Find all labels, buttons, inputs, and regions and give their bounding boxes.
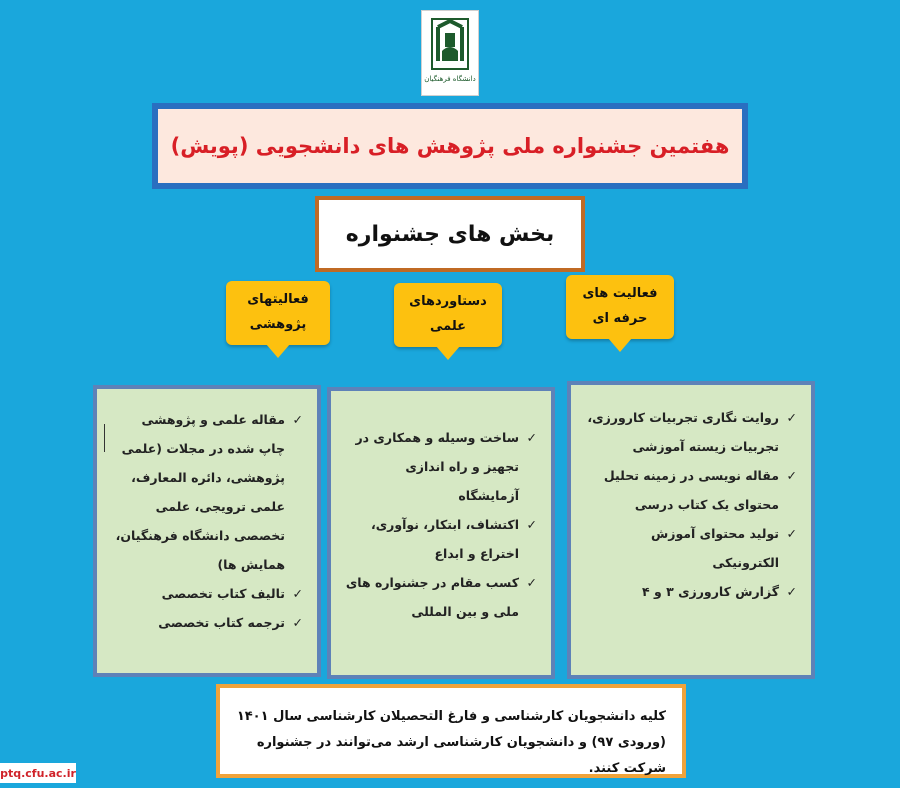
list-item: ✓ روایت نگاری تجربیات کارورزی، تجربیات زیسته آموزشی — [585, 403, 797, 461]
list-item: ✓ تولید محتوای آموزش الکترونیکی — [585, 519, 797, 577]
eligibility-note: کلیه دانشجویان کارشناسی و فارغ التحصیلان کارشناسی سال ۱۴۰۱ (ورودی ۹۷) و دانشجویان کارشناسی ارشد می‌توانند در جشنواره شرکت کنند. — [216, 684, 686, 778]
logo-caption: دانشگاه فرهنگیان — [424, 75, 476, 83]
research-list — [111, 405, 303, 637]
list-item: ✓ مقاله علمی و پژوهشی چاپ شده در مجلات (علمی پژوهشی، دائره المعارف، علمی ترویجی، علمی تخصصی دانشگاه فرهنگیان، همایش ها) — [111, 405, 303, 579]
category-callout-research — [226, 281, 330, 345]
website-link[interactable]: ptq.cfu.ac.ir — [0, 763, 76, 783]
category-callout-professional — [566, 275, 674, 339]
category-label-line1: فعالیت های — [582, 286, 658, 302]
list-item: ✓ ساخت وسیله و همکاری در تجهیز و راه اندازی آزمایشگاه — [345, 423, 537, 510]
section-heading: بخش های جشنواره — [315, 196, 585, 272]
research-panel — [93, 385, 321, 677]
list-item: ✓ گزارش کارورزی ۳ و ۴ — [585, 577, 797, 606]
list-item: ✓ کسب مقام در جشنواره های ملی و بین المللی — [345, 568, 537, 626]
text-cursor-bar — [104, 424, 105, 452]
category-label-line2: علمی — [429, 319, 467, 334]
professional-list — [585, 403, 797, 606]
title-banner — [152, 103, 748, 189]
achievements-list — [345, 423, 537, 626]
page-title: هفتمین جشنواره ملی پژوهش های دانشجویی (پویش) — [158, 109, 742, 183]
category-label-line2: حرفه ای — [592, 311, 648, 326]
list-item: ✓ تالیف کتاب تخصصی — [111, 579, 303, 608]
achievements-panel — [327, 387, 555, 679]
category-label-line1: دستاوردهای — [409, 294, 487, 310]
category-label-line1: فعالیتهای — [247, 292, 309, 308]
list-item: ✓ مقاله نویسی در زمینه تحلیل محتوای یک کتاب درسی — [585, 461, 797, 519]
logo-emblem-icon — [430, 17, 470, 73]
list-item: ✓ ترجمه کتاب تخصصی — [111, 608, 303, 637]
category-label-line2: پژوهشی — [249, 317, 307, 332]
university-logo — [421, 10, 479, 96]
professional-panel — [567, 381, 815, 679]
category-callout-achievements — [394, 283, 502, 347]
list-item: ✓ اکتشاف، ابتکار، نوآوری، اختراع و ابداع — [345, 510, 537, 568]
